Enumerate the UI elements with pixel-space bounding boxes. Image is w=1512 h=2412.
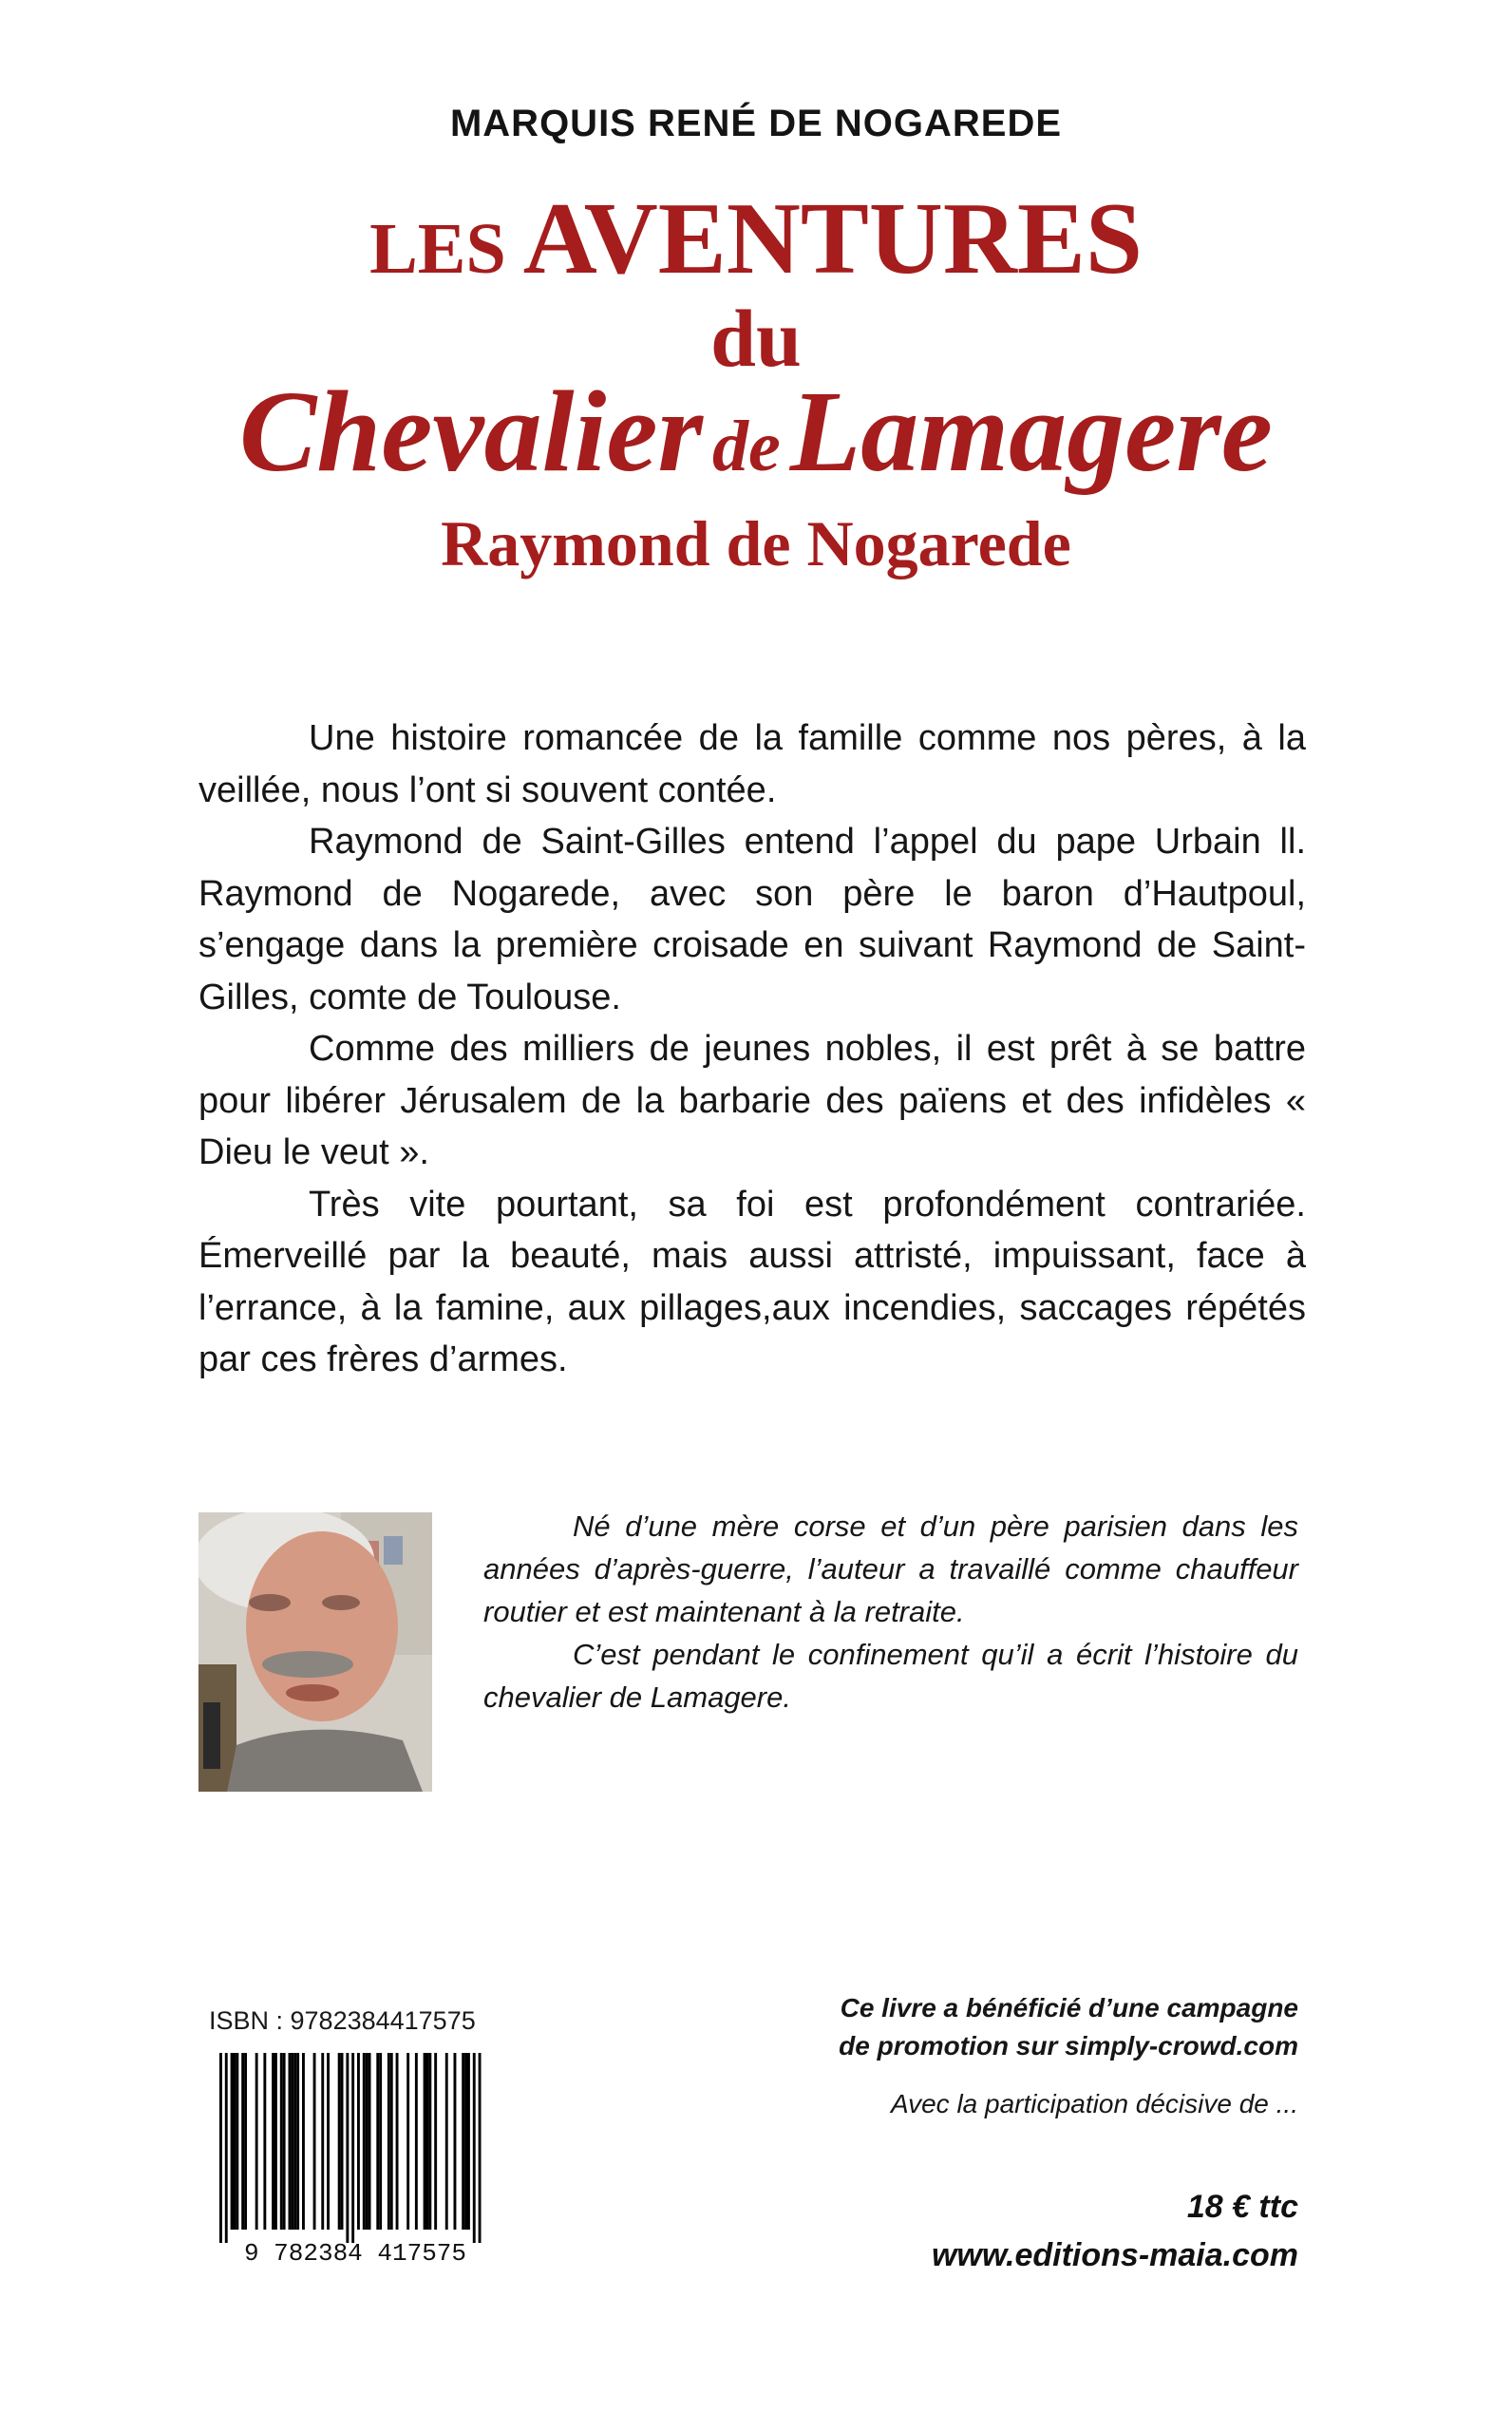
barcode-bar — [387, 2053, 390, 2230]
bio-paragraph: C’est pendant le confinement qu’il a écrit l’histoire du chevalier de Lamagere. — [483, 1638, 1298, 1714]
participation-text: Avec la participation décisive de ... — [890, 2089, 1298, 2118]
author-portrait-image — [198, 1512, 432, 1792]
barcode-bar — [244, 2053, 247, 2230]
barcode-bar — [369, 2053, 371, 2230]
barcode-bar — [454, 2053, 457, 2230]
barcode-bar — [289, 2053, 292, 2230]
title-word-lamagere: Lamagere — [789, 368, 1273, 496]
barcode-bar — [346, 2053, 349, 2243]
barcode-bar — [390, 2053, 393, 2230]
barcode-bar — [272, 2053, 274, 2230]
barcode-bar — [231, 2053, 234, 2230]
summary-paragraph: Comme des milliers de jeunes nobles, il est prêt à se battre pour libérer Jérusalem de la barbarie des païens et des infidèles « Dieu le veut ». — [198, 1029, 1306, 1172]
title-word-du: du — [710, 293, 802, 384]
barcode-bar — [241, 2053, 244, 2230]
barcode-bar — [426, 2053, 429, 2230]
barcode-bar — [263, 2053, 266, 2230]
barcode-bar — [464, 2053, 467, 2230]
bio-paragraph: Né d’une mère corse et d’un père parisien dans les années d’après-guerre, l’auteur a travaillé comme chauffeur routier et est maintenant à la retraite. — [483, 1510, 1298, 1628]
title-line-chevalier — [0, 366, 1512, 513]
summary-paragraph: Très vite pourtant, sa foi est profondément contrariée. Émerveillé par la beauté, mais aussi attristé, impuissant, face à l’errance, à la famine, aux pillages,aux incendies, saccages répétés par ces frères d’armes. — [198, 1184, 1306, 1379]
barcode-bar — [473, 2053, 476, 2243]
title-line-aventures — [0, 182, 1512, 306]
barcode-bar — [379, 2053, 382, 2230]
barcode-bar — [296, 2053, 299, 2230]
promo-line: Ce livre a bénéficié d’une campagne — [840, 1993, 1298, 2023]
barcode-bar — [234, 2053, 236, 2230]
author-photo — [198, 1512, 432, 1792]
barcode-bar — [302, 2053, 305, 2230]
title-word-les: LES — [369, 209, 506, 289]
barcode-bar — [291, 2053, 293, 2230]
barcode-bar — [376, 2053, 379, 2230]
barcode-bar — [313, 2053, 316, 2230]
barcode-bar — [445, 2053, 448, 2230]
barcode-bar — [434, 2053, 437, 2230]
barcode-bar — [396, 2053, 399, 2230]
title-word-chevalier: Chevalier — [239, 368, 703, 496]
isbn-label: ISBN : 9782384417575 — [209, 2006, 476, 2035]
back-cover-summary — [198, 712, 1306, 1386]
title-word-aventures: AVENTURES — [522, 182, 1143, 295]
summary-paragraph: Raymond de Saint-Gilles entend l’appel du pape Urbain ll. Raymond de Nogarede, avec son père le baron d’Hautpoul, s’engage dans la première croisade en suivant Raymond de Saint-Gilles, comte de Toulouse. — [198, 822, 1306, 1017]
barcode-bar — [283, 2053, 286, 2230]
barcode-bar — [236, 2053, 238, 2230]
barcode-bar — [415, 2053, 418, 2230]
barcode-bar — [366, 2053, 369, 2230]
barcode-bar — [274, 2053, 277, 2230]
barcode-digits: 9 782384 417575 — [243, 2239, 467, 2266]
isbn-barcode — [198, 2053, 512, 2266]
book-subtitle: Raymond de Nogarede — [441, 507, 1071, 579]
barcode-bar — [462, 2053, 464, 2230]
barcode-bar — [406, 2053, 409, 2230]
barcode-bar — [479, 2053, 482, 2243]
barcode-bar — [341, 2053, 344, 2230]
barcode-bar — [428, 2053, 431, 2230]
promo-line: de promotion sur simply-crowd.com — [839, 2031, 1298, 2061]
barcode-bar — [321, 2053, 324, 2230]
barcode-bar — [357, 2053, 360, 2230]
title-word-de: de — [712, 407, 781, 486]
barcode-bar — [338, 2053, 341, 2230]
barcode-bar — [219, 2053, 222, 2243]
barcode-bar — [424, 2053, 426, 2230]
barcode-bar — [280, 2053, 283, 2230]
barcode-bar — [351, 2053, 354, 2243]
book-price: 18 € ttc — [1186, 2189, 1298, 2225]
barcode-bar — [225, 2053, 228, 2243]
barcode-bar — [327, 2053, 330, 2230]
barcode-bar — [363, 2053, 366, 2230]
publisher-website: www.editions-maia.com — [931, 2237, 1298, 2273]
promo-text — [633, 1989, 1298, 2065]
barcode-bar — [293, 2053, 296, 2230]
barcode-bar — [467, 2053, 470, 2230]
author-bio — [483, 1505, 1298, 1719]
book-author: MARQUIS RENÉ DE NOGAREDE — [449, 103, 1063, 144]
summary-paragraph: Une histoire romancée de la famille comme nos pères, à la veillée, nous l’ont si souvent contée. — [198, 718, 1306, 810]
barcode-bar — [255, 2053, 258, 2230]
